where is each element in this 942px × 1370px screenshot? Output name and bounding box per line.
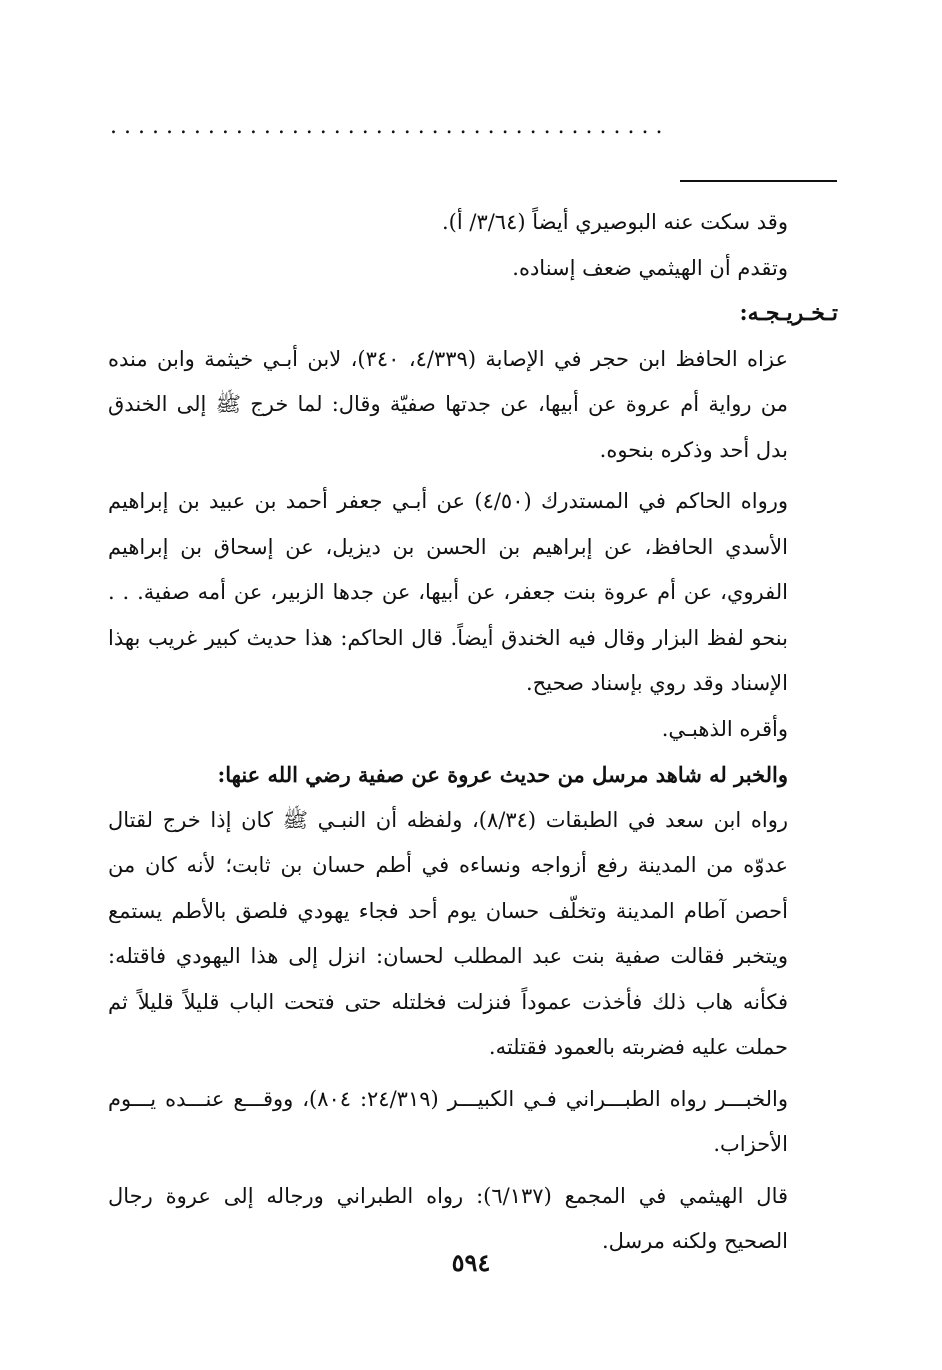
- paragraph-tabarani: والخبـــر رواه الطبـــراني فـي الكبيـــر (٢٤/٣١٩: ٨٠٤)، ووقـــع عنـــده يـــوم الأحزاب.: [108, 1086, 788, 1156]
- paragraph-dhahabi: وأقره الذهبـي.: [661, 716, 788, 741]
- paragraph-busiri-silence: وقد سكت عنه البوصيري أيضاً (٣/٦٤/ أ).: [442, 210, 788, 234]
- paragraph-hakim: ورواه الحاكم في المستدرك (٤/٥٠) عن أبـي جعفر أحمد بن عبيد بن إبراهيم الأسدي الحافظ، عن إبراهيم بن الحسن بن ديزيل، عن إسحاق بن إبراهيم الفروي، عن أم عروة بنت جعفر، عن أبيها، عن جدها الزبير، عن أمه صفية. . . بنحو لفظ البزار وقال فيه الخندق أيضاً. قال الحاكم: هذا حديث كبير غريب بهذا الإسناد وقد روي بإسناد صحيح.: [108, 489, 788, 695]
- paragraph-majma: قال الهيثمي في المجمع (٦/١٣٧): رواه الطبراني ورجاله إلى عروة رجال الصحيح ولكنه مرسل.: [108, 1183, 789, 1253]
- page-number: ٥٩٤: [451, 1248, 491, 1277]
- body-text: [108, 200, 838, 1265]
- paragraph-ibn-hajar: عزاه الحافظ ابن حجر في الإصابة (٤/٣٣٩، ٣٤٠)، لابن أبـي خيثمة وابن منده من رواية أم عروة عن أبيها، عن جدتها صفيّة وقال: لما خرج ﷺ إلى الخندق بدل أحد وذكره بنحوه.: [108, 346, 789, 462]
- footnote-rule: [680, 180, 837, 182]
- paragraph-mursal-witness: والخبر له شاهد مرسل من حديث عروة عن صفية رضي الله عنها:: [217, 762, 788, 787]
- paragraph-ibn-saad: رواه ابن سعد في الطبقات (٨/٣٤)، ولفظه أن النبـي ﷺ كان إذا خرج لقتال عدوّه من المدينة رفع أزواجه ونساءه في أطم حسان بن ثابت؛ لأنه كان من أحصن آطام المدينة وتخلّف حسان يوم أحد فجاء يهودي فلصق بالأطم يستمع ويتخبر فقالت صفية بنت عبد المطلب لحسان: انزل إلى هذا اليهودي فاقتله: فكأنه هاب ذلك فأخذت عموداً فنزلت فخلتله حتى فتحت الباب قليلاً قليلاً ثم حملت عليه فضربته بالعمود فقتلته.: [108, 807, 789, 1059]
- section-heading-takhrij: تـخـريـجـه:: [739, 300, 838, 326]
- dotted-separator: . . . . . . . . . . . . . . . . . . . . . . . . . . . . . . . . . . . . . . . .: [110, 114, 663, 139]
- paragraph-haythami-weak: وتقدم أن الهيثمي ضعف إسناده.: [512, 255, 788, 280]
